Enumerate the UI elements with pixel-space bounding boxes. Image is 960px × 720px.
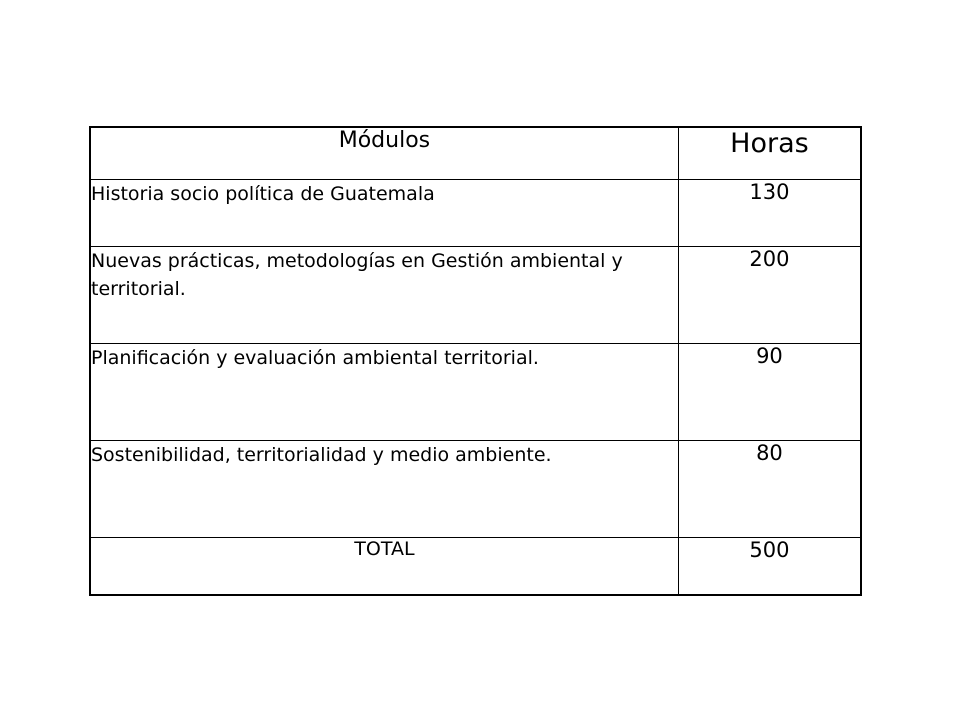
total-label: TOTAL — [90, 537, 678, 595]
header-modules: Módulos — [90, 127, 678, 179]
total-row — [90, 537, 861, 595]
table-row — [90, 440, 861, 537]
module-name: Sostenibilidad, territorialidad y medio ambiente. — [90, 440, 678, 537]
table-header-row — [90, 127, 861, 179]
header-hours: Horas — [678, 127, 861, 179]
module-hours: 130 — [678, 179, 861, 246]
module-name: Nuevas prácticas, metodologías en Gestión ambiental y territorial. — [90, 246, 678, 343]
table-row — [90, 179, 861, 246]
module-hours: 80 — [678, 440, 861, 537]
module-name: Historia socio política de Guatemala — [90, 179, 678, 246]
table-row — [90, 246, 861, 343]
module-hours: 200 — [678, 246, 861, 343]
modules-hours-table — [89, 126, 862, 596]
module-name: Planificación y evaluación ambiental territorial. — [90, 343, 678, 440]
module-hours: 90 — [678, 343, 861, 440]
total-value: 500 — [678, 537, 861, 595]
table-row — [90, 343, 861, 440]
